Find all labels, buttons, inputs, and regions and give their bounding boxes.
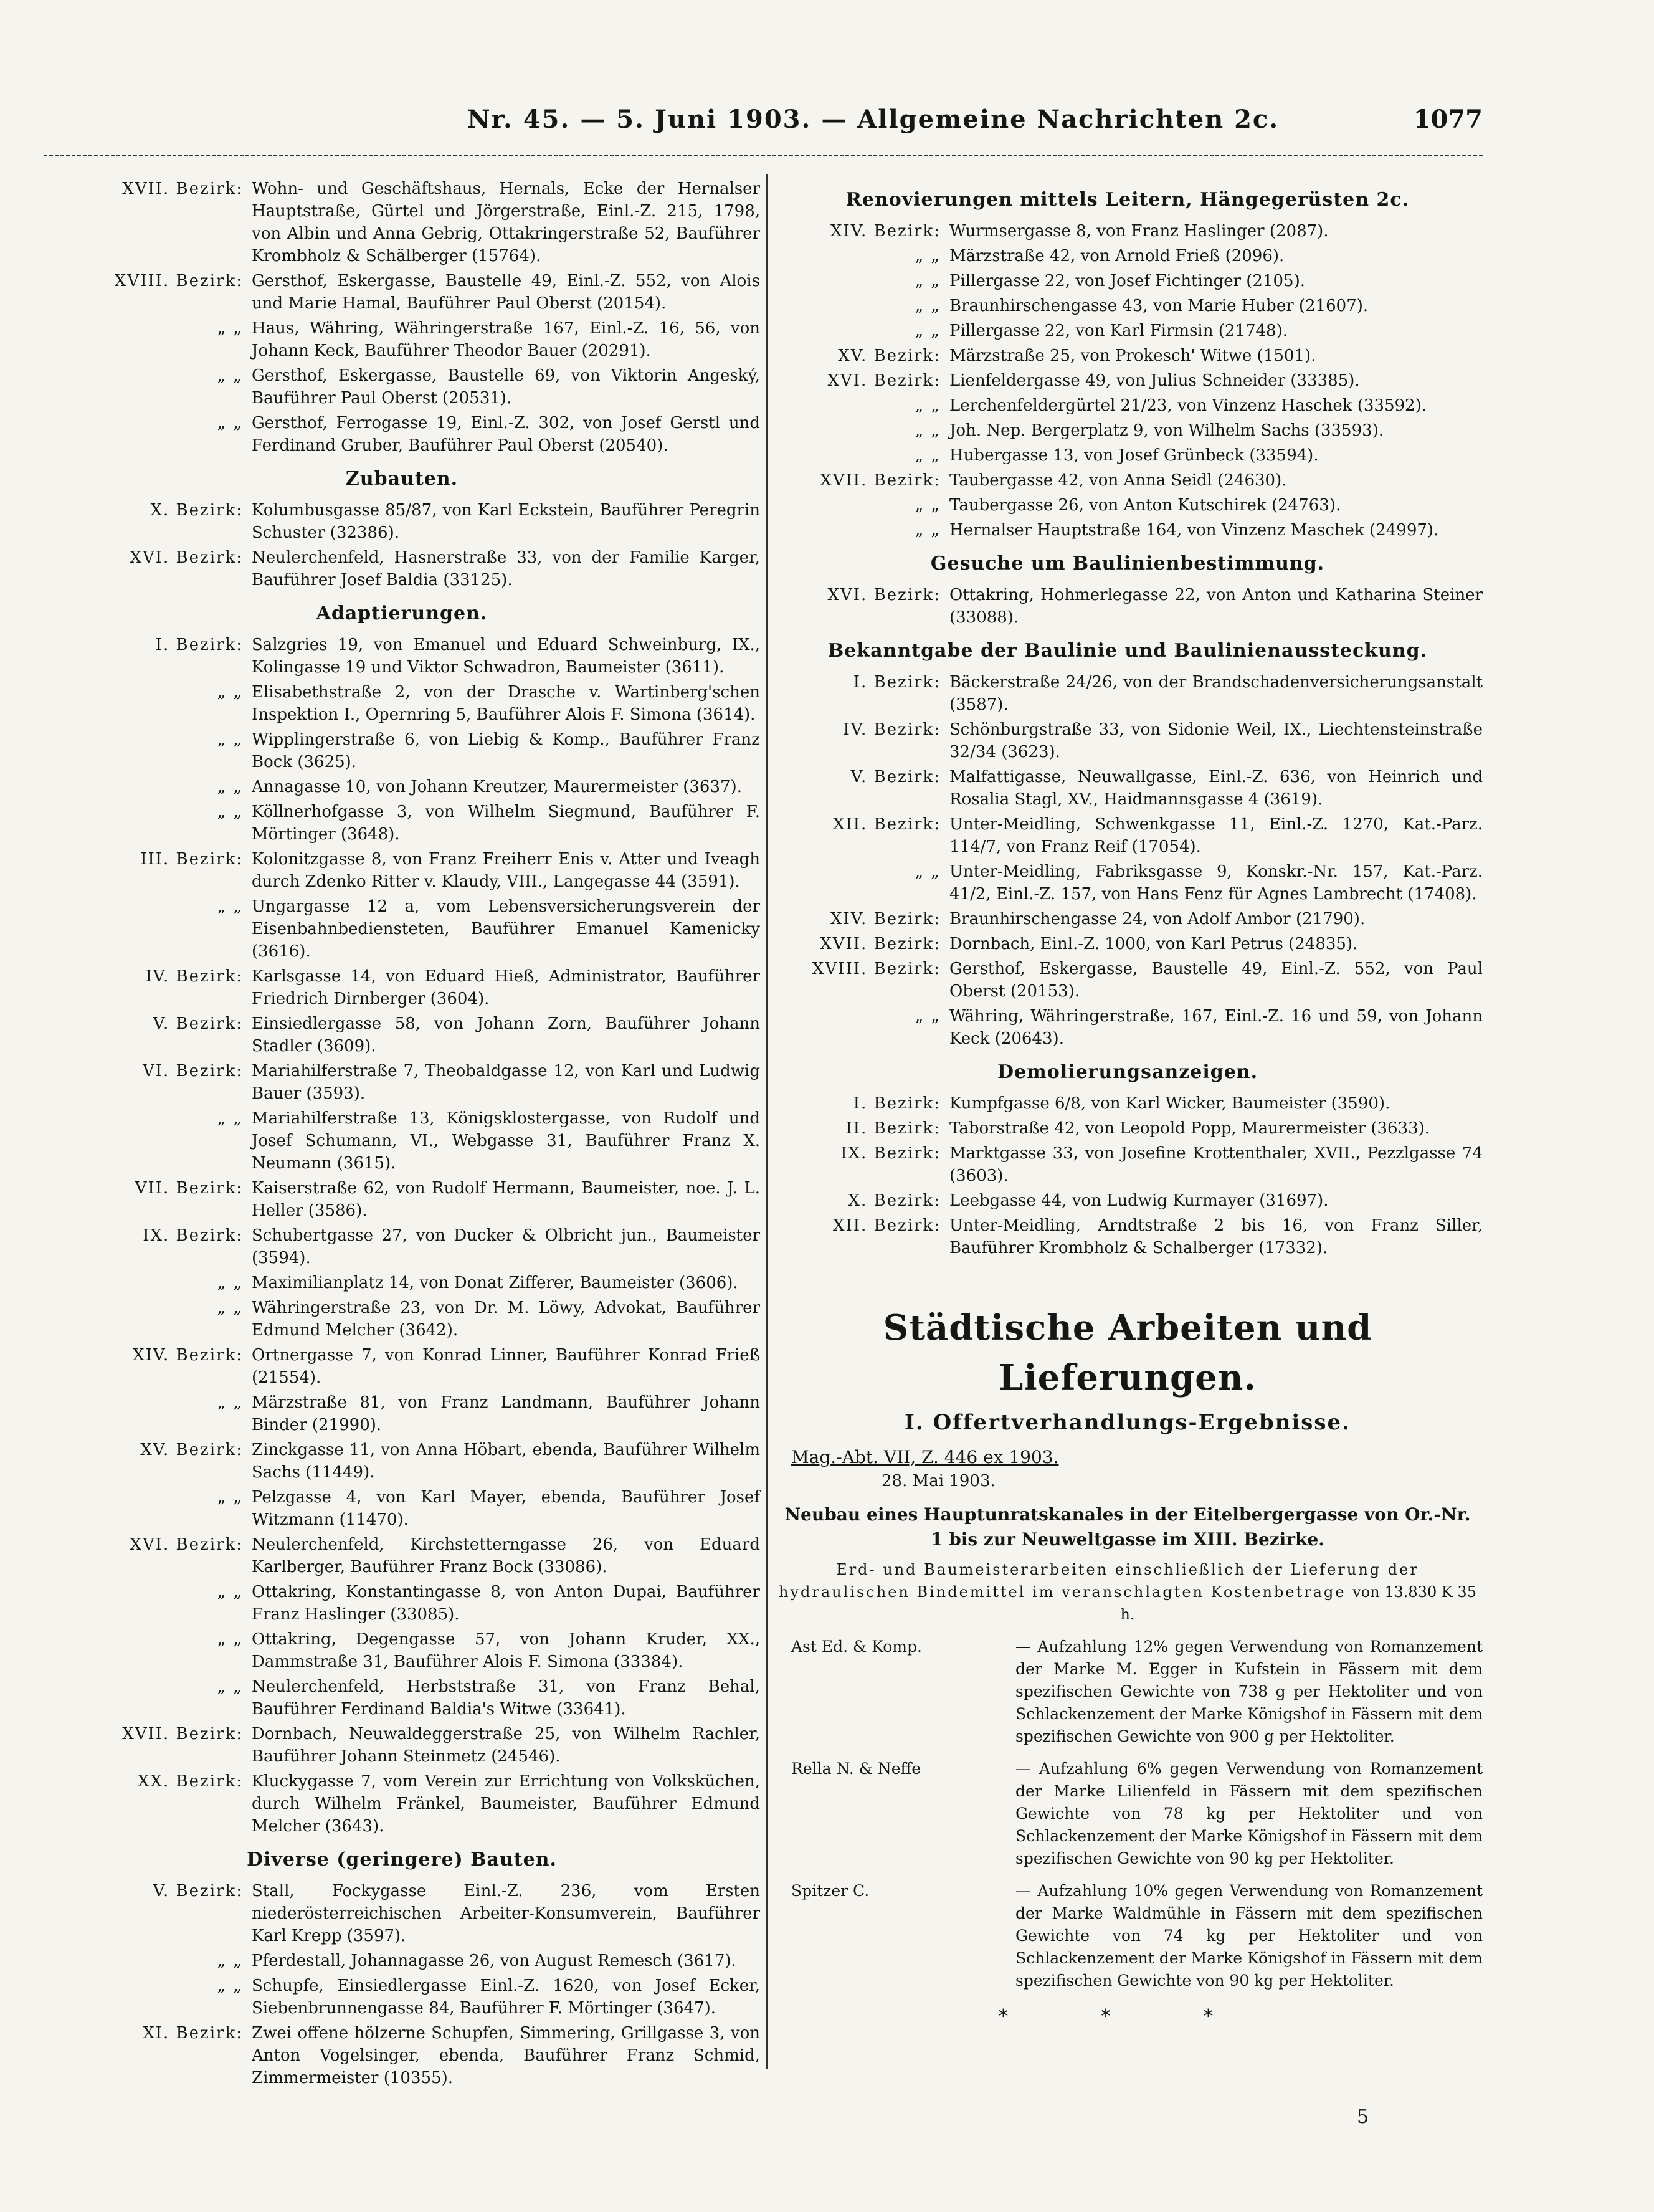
district-label: XVIII. Bezirk: bbox=[114, 272, 243, 290]
entry-text: Braunhirschengasse 24, von Adolf Ambor (21790). bbox=[949, 910, 1366, 928]
list-item bbox=[44, 1581, 760, 1626]
district-label: I. Bezirk: bbox=[853, 673, 941, 692]
top-entries bbox=[44, 178, 760, 457]
renovierungen-list bbox=[772, 220, 1483, 541]
bekanntgabe-list bbox=[772, 671, 1483, 1050]
diverse-list bbox=[44, 1880, 760, 2089]
district-label: XV. Bezirk: bbox=[140, 1441, 243, 1459]
separator-stars: * * * bbox=[998, 2006, 1257, 2028]
entry-text: Braunhirschengasse 43, von Marie Huber (21607). bbox=[949, 297, 1369, 315]
gesuche-list bbox=[772, 584, 1483, 629]
list-item bbox=[772, 718, 1483, 763]
district-label: XVI. Bezirk: bbox=[130, 548, 243, 567]
district-label: „ „ bbox=[217, 1583, 243, 1601]
list-item bbox=[44, 1770, 760, 1838]
entry-text: Köllnerhofgasse 3, von Wilhelm Siegmund, Bauführer F. Mörtinger (3648). bbox=[252, 803, 760, 844]
list-item bbox=[44, 1975, 760, 2019]
district-label: „ „ bbox=[217, 730, 243, 749]
entry-text: Dornbach, Neuwaldeggerstraße 25, von Wilhelm Rachler, Bauführer Johann Steinmetz (24546). bbox=[252, 1725, 760, 1766]
bidder-name: Rella N. & Neffe bbox=[791, 1760, 921, 1778]
list-item bbox=[44, 681, 760, 726]
district-label: „ „ bbox=[915, 862, 941, 881]
adaptierungen-list bbox=[44, 634, 760, 1838]
district-label: „ „ bbox=[217, 778, 243, 796]
entry-text: Stall, Fockygasse Einl.-Z. 236, vom Ersten niederösterreichischen Arbeiter-Konsumverein, Bauführer Karl Krepp (3597). bbox=[252, 1882, 760, 1945]
district-label: V. Bezirk: bbox=[153, 1014, 243, 1033]
district-label: „ „ bbox=[217, 366, 243, 385]
list-item bbox=[44, 895, 760, 963]
list-item bbox=[44, 1723, 760, 1768]
entry-text: Gersthof, Eskergasse, Baustelle 69, von Viktorin Angeský, Bauführer Paul Oberst (20531). bbox=[252, 366, 760, 408]
list-item bbox=[772, 245, 1483, 267]
entry-text: Mariahilferstraße 7, Theobaldgasse 12, von Karl und Ludwig Bauer (3593). bbox=[252, 1062, 760, 1103]
entry-text: Wipplingerstraße 6, von Liebig & Komp., Bauführer Franz Bock (3625). bbox=[252, 730, 760, 771]
entry-text: Lerchenfeldergürtel 21/23, von Vinzenz Haschek (33592). bbox=[949, 396, 1427, 415]
zubauten-list bbox=[44, 499, 760, 591]
staedtische-title: Städtische Arbeiten und Lieferungen. bbox=[883, 1307, 1372, 1398]
list-item bbox=[44, 2022, 760, 2089]
district-label: „ „ bbox=[217, 1299, 243, 1317]
district-label: XVII. Bezirk: bbox=[820, 471, 941, 490]
bid-row bbox=[772, 1758, 1483, 1870]
entry-text: Wohn- und Geschäftshaus, Hernals, Ecke der Hernalser Hauptstraße, Gürtel und Jörgerstraße, Einl.-Z. 215, 1798, von Albin und Anna Gebrig, Ottakringerstraße 52, Bauführer Krombholz & Schälberger (15764). bbox=[252, 179, 760, 265]
list-item bbox=[44, 270, 760, 315]
district-label: „ „ bbox=[217, 414, 243, 432]
bidder-name: Spitzer C. bbox=[791, 1882, 870, 1900]
list-item bbox=[44, 178, 760, 267]
list-item bbox=[44, 1391, 760, 1436]
bids-list bbox=[772, 1636, 1483, 1992]
list-item bbox=[772, 320, 1483, 342]
district-label: „ „ bbox=[915, 446, 941, 465]
signature-mark: 5 bbox=[1357, 2106, 1369, 2128]
entry-text: Hernalser Hauptstraße 164, von Vinzenz Maschek (24997). bbox=[949, 521, 1439, 540]
list-item bbox=[44, 499, 760, 544]
list-item bbox=[772, 369, 1483, 392]
entry-text: Kumpfgasse 6/8, von Karl Wicker, Baumeister (3590). bbox=[949, 1094, 1390, 1113]
district-label: „ „ bbox=[915, 421, 941, 440]
district-label: „ „ bbox=[217, 319, 243, 338]
list-item bbox=[772, 494, 1483, 517]
offer-intro-text: Erd- und Baumeisterarbeiten einschließlich der Lieferung der hydraulischen Bindemittel im veranschlagten Kostenbetrage bbox=[779, 1561, 1419, 1601]
list-item bbox=[44, 1533, 760, 1578]
list-item bbox=[44, 1060, 760, 1105]
district-label: „ „ bbox=[217, 803, 243, 821]
entry-text: Zinckgasse 11, von Anna Höbart, ebenda, Bauführer Wilhelm Sachs (11449). bbox=[252, 1441, 760, 1482]
district-label: IV. Bezirk: bbox=[843, 720, 941, 739]
district-label: XVI. Bezirk: bbox=[827, 586, 941, 604]
entry-text: Märzstraße 81, von Franz Landmann, Bauführer Johann Binder (21990). bbox=[252, 1393, 760, 1434]
entry-text: Kaiserstraße 62, von Rudolf Hermann, Baumeister, noe. J. L. Heller (3586). bbox=[252, 1179, 760, 1220]
list-item bbox=[44, 776, 760, 798]
list-item bbox=[772, 345, 1483, 367]
entry-text: Märzstraße 25, von Prokesch' Witwe (1501). bbox=[949, 346, 1316, 365]
district-label: V. Bezirk: bbox=[850, 768, 941, 786]
column-divider bbox=[766, 174, 768, 2069]
entry-text: Joh. Nep. Bergerplatz 9, von Wilhelm Sachs (33593). bbox=[949, 421, 1384, 440]
entry-text: Kolumbusgasse 85/87, von Karl Eckstein, Bauführer Peregrin Schuster (32386). bbox=[252, 501, 760, 542]
district-label: XIV. Bezirk: bbox=[830, 910, 941, 928]
list-item bbox=[772, 519, 1483, 541]
district-label: XII. Bezirk: bbox=[832, 1216, 941, 1235]
entry-text: Zwei offene hölzerne Schupfen, Simmering, Grillgasse 3, von Anton Vogelsinger, ebenda, Bauführer Franz Schmid, Zimmermeister (10355). bbox=[252, 2024, 760, 2087]
entry-text: Elisabethstraße 2, von der Drasche v. Wartinberg'schen Inspektion I., Opernring 5, Bauführer Alois F. Simona (3614). bbox=[252, 683, 760, 724]
entry-text: Pillergasse 22, von Karl Firmsin (21748). bbox=[949, 322, 1288, 340]
list-item bbox=[44, 1272, 760, 1294]
entry-text: Gersthof, Ferrogasse 19, Einl.-Z. 302, von Josef Gerstl und Ferdinand Gruber, Bauführer Paul Oberst (20540). bbox=[252, 414, 760, 455]
page-number: 1077 bbox=[1413, 105, 1483, 134]
entry-text: Neulerchenfeld, Herbststraße 31, von Franz Behal, Bauführer Ferdinand Baldia's Witwe (33641). bbox=[252, 1677, 760, 1719]
district-label: „ „ bbox=[217, 1393, 243, 1412]
entry-text: Pillergasse 22, von Josef Fichtinger (2105). bbox=[949, 272, 1306, 290]
list-item bbox=[772, 766, 1483, 811]
section-title-renovierungen: Renovierungen mittels Leitern, Hängegerüsten 2c. bbox=[845, 189, 1410, 211]
district-label: „ „ bbox=[217, 1274, 243, 1292]
list-item bbox=[44, 1439, 760, 1484]
district-label: „ „ bbox=[217, 1677, 243, 1696]
district-label: X. Bezirk: bbox=[150, 501, 243, 520]
list-item bbox=[44, 634, 760, 679]
list-item bbox=[772, 671, 1483, 716]
list-item bbox=[44, 1486, 760, 1531]
entry-text: Märzstraße 42, von Arnold Frieß (2096). bbox=[949, 247, 1285, 265]
entry-text: Leebgasse 44, von Ludwig Kurmayer (31697). bbox=[949, 1191, 1329, 1210]
entry-text: Ottakring, Degengasse 57, von Johann Kruder, XX., Dammstraße 31, Bauführer Alois F. Simona (33384). bbox=[252, 1630, 760, 1671]
bid-text: — Aufzahlung 6% gegen Verwendung von Romanzement der Marke Lilienfeld in Fässern mit dem spezifischen Gewichte von 78 kg per Hektoliter und von Schlackenzement der Marke Königshof in Fässern mit dem spezifischen Gewichte von 90 kg per Hektoliter. bbox=[1015, 1760, 1483, 1867]
district-label: „ „ bbox=[217, 897, 243, 916]
list-item bbox=[772, 1117, 1483, 1140]
district-label: XI. Bezirk: bbox=[143, 2024, 243, 2043]
list-item bbox=[44, 1880, 760, 1947]
list-item bbox=[772, 220, 1483, 242]
district-label: IV. Bezirk: bbox=[145, 967, 243, 986]
section-title-bekanntgabe: Bekanntgabe der Baulinie und Baulinienaussteckung. bbox=[827, 640, 1428, 662]
offer-title: Neubau eines Hauptunratskanales in der Eitelbergergasse von Or.-Nr. 1 bis zur Neuweltgasse im XIII. Bezirke. bbox=[784, 1504, 1471, 1550]
district-label: „ „ bbox=[915, 521, 941, 540]
reference-line: Mag.-Abt. VII, Z. 446 ex 1903. bbox=[791, 1447, 1059, 1467]
entry-text: Mariahilferstraße 13, Königsklostergasse, von Rudolf und Josef Schumann, VI., Webgasse 31, Bauführer Franz X. Neumann (3615). bbox=[252, 1109, 760, 1173]
entry-text: Neulerchenfeld, Kirchstetterngasse 26, von Eduard Karlberger, Bauführer Franz Bock (33086). bbox=[252, 1535, 760, 1576]
district-label: „ „ bbox=[217, 1109, 243, 1128]
list-item bbox=[44, 546, 760, 591]
list-item bbox=[772, 1092, 1483, 1115]
list-item bbox=[44, 801, 760, 846]
list-item bbox=[44, 1676, 760, 1720]
list-item bbox=[772, 1214, 1483, 1259]
district-label: „ „ bbox=[915, 396, 941, 415]
list-item bbox=[44, 1013, 760, 1057]
entry-text: Neulerchenfeld, Hasnerstraße 33, von der Familie Karger, Bauführer Josef Baldia (33125). bbox=[252, 548, 760, 589]
entry-text: Kluckygasse 7, vom Verein zur Errichtung von Volksküchen, durch Wilhelm Fränkel, Baumeister, Bauführer Edmund Melcher (3643). bbox=[252, 1772, 760, 1836]
entry-text: Schubertgasse 27, von Ducker & Olbricht jun., Baumeister (3594). bbox=[252, 1226, 760, 1267]
list-item bbox=[44, 317, 760, 362]
district-label: VI. Bezirk: bbox=[142, 1062, 243, 1080]
district-label: XVI. Bezirk: bbox=[130, 1535, 243, 1554]
list-item bbox=[44, 728, 760, 773]
list-item bbox=[772, 1189, 1483, 1212]
list-item bbox=[772, 270, 1483, 292]
district-label: XVII. Bezirk: bbox=[122, 179, 243, 198]
district-label: „ „ bbox=[217, 683, 243, 702]
entry-text: Ortnergasse 7, von Konrad Linner, Bauführer Konrad Frieß (21554). bbox=[252, 1346, 760, 1387]
list-item bbox=[772, 1005, 1483, 1050]
bid-text: — Aufzahlung 12% gegen Verwendung von Romanzement der Marke M. Egger in Kufstein in Fässern mit dem spezifischen Gewichte von 738 g per Hektoliter und von Schlackenzement der Marke Königshof in Fässern mit dem spezifischen Gewichte von 900 g per Hektoliter. bbox=[1015, 1638, 1483, 1745]
district-label: V. Bezirk: bbox=[153, 1882, 243, 1900]
district-label: XVIII. Bezirk: bbox=[812, 960, 941, 978]
entry-text: Schupfe, Einsiedlergasse Einl.-Z. 1620, von Josef Ecker, Siebenbrunnengasse 84, Bauführer F. Mörtinger (3647). bbox=[252, 1976, 760, 2018]
list-item bbox=[44, 412, 760, 457]
entry-text: Währingerstraße 23, von Dr. M. Löwy, Advokat, Bauführer Edmund Melcher (3642). bbox=[252, 1299, 760, 1340]
list-item bbox=[44, 1107, 760, 1175]
district-label: „ „ bbox=[915, 322, 941, 340]
entry-text: Malfattigasse, Neuwallgasse, Einl.-Z. 636, von Heinrich und Rosalia Stagl, XV., Haidmannsgasse 4 (3619). bbox=[949, 768, 1483, 809]
entry-text: Lienfeldergasse 49, von Julius Schneider (33385). bbox=[949, 371, 1360, 390]
list-item bbox=[772, 908, 1483, 930]
section-title-demolierungen: Demolierungsanzeigen. bbox=[997, 1061, 1258, 1083]
list-item bbox=[772, 813, 1483, 858]
section-title-zubauten: Zubauten. bbox=[345, 468, 459, 490]
list-item bbox=[44, 1297, 760, 1342]
entry-text: Dornbach, Einl.-Z. 1000, von Karl Petrus (24835). bbox=[949, 935, 1358, 953]
district-label: III. Bezirk: bbox=[140, 850, 243, 869]
page-header bbox=[44, 105, 1483, 145]
bid-text: — Aufzahlung 10% gegen Verwendung von Romanzement der Marke Waldmühle in Fässern mit dem spezifischen Gewichte von 74 kg per Hektoliter und von Schlackenzement der Marke Königshof in Fässern mit dem spezifischen Gewichte von 90 kg per Hektoliter. bbox=[1015, 1882, 1483, 1990]
district-label: „ „ bbox=[915, 247, 941, 265]
district-label: „ „ bbox=[915, 1007, 941, 1026]
offer-intro bbox=[772, 1558, 1483, 1626]
entry-text: Gersthof, Eskergasse, Baustelle 49, Einl.-Z. 552, von Alois und Marie Hamal, Bauführer Paul Oberst (20154). bbox=[252, 272, 760, 313]
list-item bbox=[772, 469, 1483, 492]
reference-date: 28. Mai 1903. bbox=[882, 1472, 996, 1490]
entry-text: Haus, Währing, Währingerstraße 167, Einl.-Z. 16, 56, von Johann Keck, Bauführer Theodor Bauer (20291). bbox=[252, 319, 760, 360]
issue-line: Nr. 45. — 5. Juni 1903. — Allgemeine Nachrichten 2c. bbox=[467, 105, 1280, 134]
district-label: IX. Bezirk: bbox=[840, 1144, 941, 1163]
list-item bbox=[44, 365, 760, 409]
entry-text: Kolonitzgasse 8, von Franz Freiherr Enis v. Atter und Iveagh durch Zdenko Ritter v. Klaudy, VIII., Langegasse 44 (3591). bbox=[252, 850, 760, 891]
list-item bbox=[772, 295, 1483, 317]
bidder-name: Ast Ed. & Komp. bbox=[791, 1638, 922, 1656]
list-item bbox=[44, 1177, 760, 1222]
entry-text: Bäckerstraße 24/26, von der Brandschadenversicherungsanstalt (3587). bbox=[949, 673, 1483, 714]
list-item bbox=[44, 1224, 760, 1269]
district-label: „ „ bbox=[915, 496, 941, 515]
district-label: „ „ bbox=[915, 272, 941, 290]
entry-text: Taubergasse 26, von Anton Kutschirek (24763). bbox=[949, 496, 1341, 515]
district-label: XX. Bezirk: bbox=[138, 1772, 243, 1791]
district-label: IX. Bezirk: bbox=[143, 1226, 243, 1245]
offer-intro-amount: von 13.830 K 35 h. bbox=[1120, 1583, 1476, 1623]
district-label: II. Bezirk: bbox=[845, 1119, 941, 1138]
entry-text: Hubergasse 13, von Josef Grünbeck (33594). bbox=[949, 446, 1319, 465]
entry-text: Pferdestall, Johannagasse 26, von August Remesch (3617). bbox=[252, 1952, 736, 1970]
entry-text: Unter-Meidling, Arndtstraße 2 bis 16, von Franz Siller, Bauführer Krombholz & Schalberger (17332). bbox=[949, 1216, 1483, 1257]
district-label: X. Bezirk: bbox=[848, 1191, 941, 1210]
district-label: XVII. Bezirk: bbox=[820, 935, 941, 953]
offert-subtitle: I. Offertverhandlungs-Ergebnisse. bbox=[904, 1410, 1351, 1435]
right-column bbox=[772, 178, 1483, 2029]
section-title-gesuche: Gesuche um Baulinienbestimmung. bbox=[930, 553, 1325, 574]
district-label: XV. Bezirk: bbox=[838, 346, 941, 365]
district-label: XVII. Bezirk: bbox=[122, 1725, 243, 1743]
header-rule bbox=[44, 155, 1483, 156]
entry-text: Währing, Währingerstraße, 167, Einl.-Z. 16 und 59, von Johann Keck (20643). bbox=[949, 1007, 1483, 1048]
entry-text: Taubergasse 42, von Anna Seidl (24630). bbox=[949, 471, 1287, 490]
entry-text: Ottakring, Konstantingasse 8, von Anton Dupai, Bauführer Franz Haslinger (33085). bbox=[252, 1583, 760, 1624]
entry-text: Salzgries 19, von Emanuel und Eduard Schweinburg, IX., Kolingasse 19 und Viktor Schwadron, Baumeister (3611). bbox=[252, 636, 760, 677]
list-item bbox=[772, 584, 1483, 629]
list-item bbox=[772, 958, 1483, 1003]
district-label: XIV. Bezirk: bbox=[830, 222, 941, 241]
district-label: I. Bezirk: bbox=[853, 1094, 941, 1113]
entry-text: Ungargasse 12 a, vom Lebensversicherungsverein der Eisenbahnbediensteten, Bauführer Emanuel Kamenicky (3616). bbox=[252, 897, 760, 961]
entry-text: Gersthof, Eskergasse, Baustelle 49, Einl.-Z. 552, von Paul Oberst (20153). bbox=[949, 960, 1483, 1001]
bid-row bbox=[772, 1880, 1483, 1992]
district-label: „ „ bbox=[217, 1976, 243, 1995]
list-item bbox=[44, 1628, 760, 1673]
left-column bbox=[44, 178, 760, 2092]
district-label: I. Bezirk: bbox=[155, 636, 243, 654]
list-item bbox=[44, 1950, 760, 1972]
entry-text: Karlsgasse 14, von Eduard Hieß, Administrator, Bauführer Friedrich Dirnberger (3604). bbox=[252, 967, 760, 1008]
entry-text: Unter-Meidling, Schwenkgasse 11, Einl.-Z. 1270, Kat.-Parz. 114/7, von Franz Reif (17054). bbox=[949, 815, 1483, 856]
entry-text: Maximilianplatz 14, von Donat Zifferer, Baumeister (3606). bbox=[252, 1274, 738, 1292]
entry-text: Ottakring, Hohmerlegasse 22, von Anton und Katharina Steiner (33088). bbox=[949, 586, 1483, 627]
section-title-diverse: Diverse (geringere) Bauten. bbox=[247, 1849, 557, 1871]
district-label: VII. Bezirk: bbox=[135, 1179, 243, 1198]
list-item bbox=[772, 444, 1483, 467]
entry-text: Marktgasse 33, von Josefine Krottenthaler, XVII., Pezzlgasse 74 (3603). bbox=[949, 1144, 1483, 1185]
entry-text: Annagasse 10, von Johann Kreutzer, Maurermeister (3637). bbox=[252, 778, 742, 796]
list-item bbox=[44, 965, 760, 1010]
list-item bbox=[772, 394, 1483, 417]
entry-text: Einsiedlergasse 58, von Johann Zorn, Bauführer Johann Stadler (3609). bbox=[252, 1014, 760, 1056]
district-label: XII. Bezirk: bbox=[832, 815, 941, 834]
demolierungen-list bbox=[772, 1092, 1483, 1259]
list-item bbox=[772, 1142, 1483, 1187]
entry-text: Pelzgasse 4, von Karl Mayer, ebenda, Bauführer Josef Witzmann (11470). bbox=[252, 1488, 760, 1529]
section-title-adaptierungen: Adaptierungen. bbox=[316, 603, 488, 624]
bid-row bbox=[772, 1636, 1483, 1748]
entry-text: Unter-Meidling, Fabriksgasse 9, Konskr.-Nr. 157, Kat.-Parz. 41/2, Einl.-Z. 157, von Hans Fenz für Agnes Lambrecht (17408). bbox=[949, 862, 1483, 903]
district-label: „ „ bbox=[217, 1488, 243, 1507]
list-item bbox=[44, 848, 760, 893]
list-item bbox=[772, 860, 1483, 905]
list-item bbox=[772, 419, 1483, 442]
district-label: „ „ bbox=[217, 1630, 243, 1649]
entry-text: Schönburgstraße 33, von Sidonie Weil, IX., Liechtensteinstraße 32/34 (3623). bbox=[949, 720, 1483, 761]
district-label: XVI. Bezirk: bbox=[827, 371, 941, 390]
district-label: „ „ bbox=[217, 1952, 243, 1970]
list-item bbox=[44, 1344, 760, 1389]
district-label: XIV. Bezirk: bbox=[133, 1346, 243, 1365]
entry-text: Wurmsergasse 8, von Franz Haslinger (2087). bbox=[949, 222, 1329, 241]
entry-text: Taborstraße 42, von Leopold Popp, Maurermeister (3633). bbox=[949, 1119, 1430, 1138]
district-label: „ „ bbox=[915, 297, 941, 315]
list-item bbox=[772, 933, 1483, 955]
